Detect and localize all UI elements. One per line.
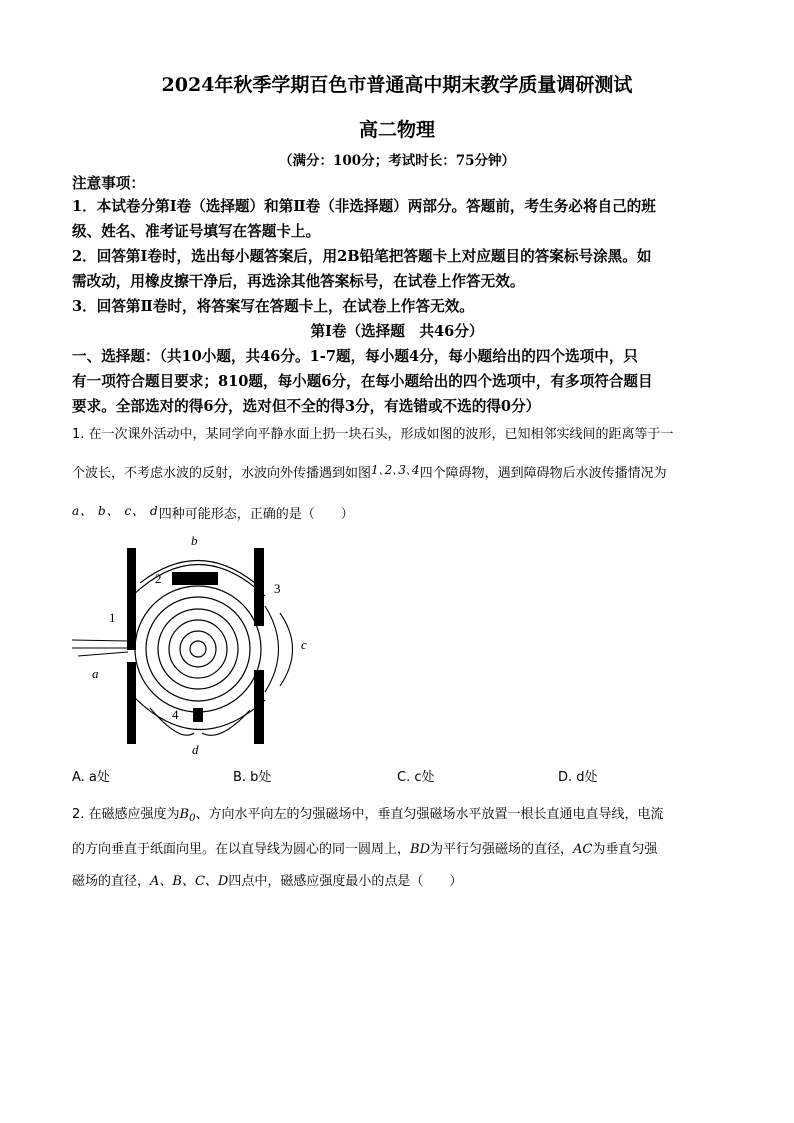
q1-stem-line: a、 b、 c、 d四种可能形态，正确的是（ ）	[72, 504, 354, 522]
label-2: 2	[155, 571, 162, 586]
section-instruction: 一、选择题：（共10小题，共46分。1-7题，每小题4分，每小题给出的四个选项中，只	[72, 348, 639, 365]
note-line: 级、姓名、准考证号填写在答题卡上。	[72, 223, 321, 240]
label-b: b	[191, 533, 198, 548]
label-d: d	[192, 742, 199, 757]
b0-symbol: $B_0$	[179, 807, 196, 824]
label-4: 4	[172, 707, 179, 722]
option-a[interactable]: A. a处	[72, 770, 110, 785]
option-c[interactable]: C. c处	[397, 770, 435, 785]
barrier-1-bottom	[127, 662, 136, 744]
q2-stem-line: 的方向垂直于纸面向里。在以直导线为圆心的同一圆周上，BD为平行匀强磁场的直径，AC为垂直匀强	[72, 842, 658, 857]
section-instruction: 有一项符合题目要求；810题，每小题6分，在每小题给出的四个选项中，有多项符合题目	[72, 373, 653, 390]
notes-heading: 注意事项：	[72, 175, 145, 192]
exam-subject: 高二物理	[358, 119, 435, 141]
section-instruction: 要求。全部选对的得6分，选对但不全的得3分，有选错或不选的得0分）	[72, 398, 541, 415]
form-variables: a、 b、 c、 d	[72, 504, 159, 518]
barrier-1-top	[127, 548, 136, 650]
option-d[interactable]: D. d处	[558, 770, 598, 785]
barrier-4	[193, 708, 203, 722]
q2-stem-line: 2. 在磁感应强度为$B_0$、方向水平向左的匀强磁场中，垂直匀强磁场水平放置一根长直通电直导线，电流	[72, 807, 664, 824]
exam-title: 2024年秋季学期百色市普通高中期末教学质量调研测试	[161, 74, 633, 96]
note-line: 需改动，用橡皮擦干净后，再选涂其他答案标号，在试卷上作答无效。	[72, 273, 525, 290]
q2-stem-line: 磁场的直径，A、B、C、D四点中，磁感应强度最小的点是（ ）	[72, 874, 463, 889]
section-title: 第Ⅰ卷（选择题 共46分）	[310, 323, 484, 340]
label-1: 1	[109, 610, 116, 625]
option-b[interactable]: B. b处	[233, 770, 272, 785]
q1-stem-line: 1. 在一次课外活动中，某同学向平静水面上扔一块石头，形成如图的波形，已知相邻实线间的距离等于一	[72, 427, 674, 442]
obstacle-numbers: 1､2､3､4	[371, 463, 420, 477]
score-time: （满分：100分；考试时长：75分钟）	[279, 153, 515, 169]
note-line: 3．回答第Ⅱ卷时，将答案写在答题卡上，在试卷上作答无效。	[72, 298, 474, 315]
wave-figure	[70, 528, 330, 763]
label-3: 3	[274, 581, 281, 596]
label-c: c	[301, 637, 307, 652]
q1-stem-line: 个波长，不考虑水波的反射，水波向外传播遇到如图1､2､3､4四个障碍物，遇到障碍物后水波传播情况为	[72, 463, 667, 481]
note-line: 2．回答第Ⅰ卷时，选出每小题答案后，用2B铅笔把答题卡上对应题目的答案标号涂黑。如	[72, 248, 652, 265]
label-a: a	[92, 666, 99, 681]
barrier-2	[172, 572, 218, 585]
barrier-3-top	[254, 548, 264, 626]
note-line: 1．本试卷分第Ⅰ卷（选择题）和第Ⅱ卷（非选择题）两部分。答题前，考生务必将自己的班	[72, 198, 656, 215]
barrier-3-bottom	[254, 670, 264, 744]
